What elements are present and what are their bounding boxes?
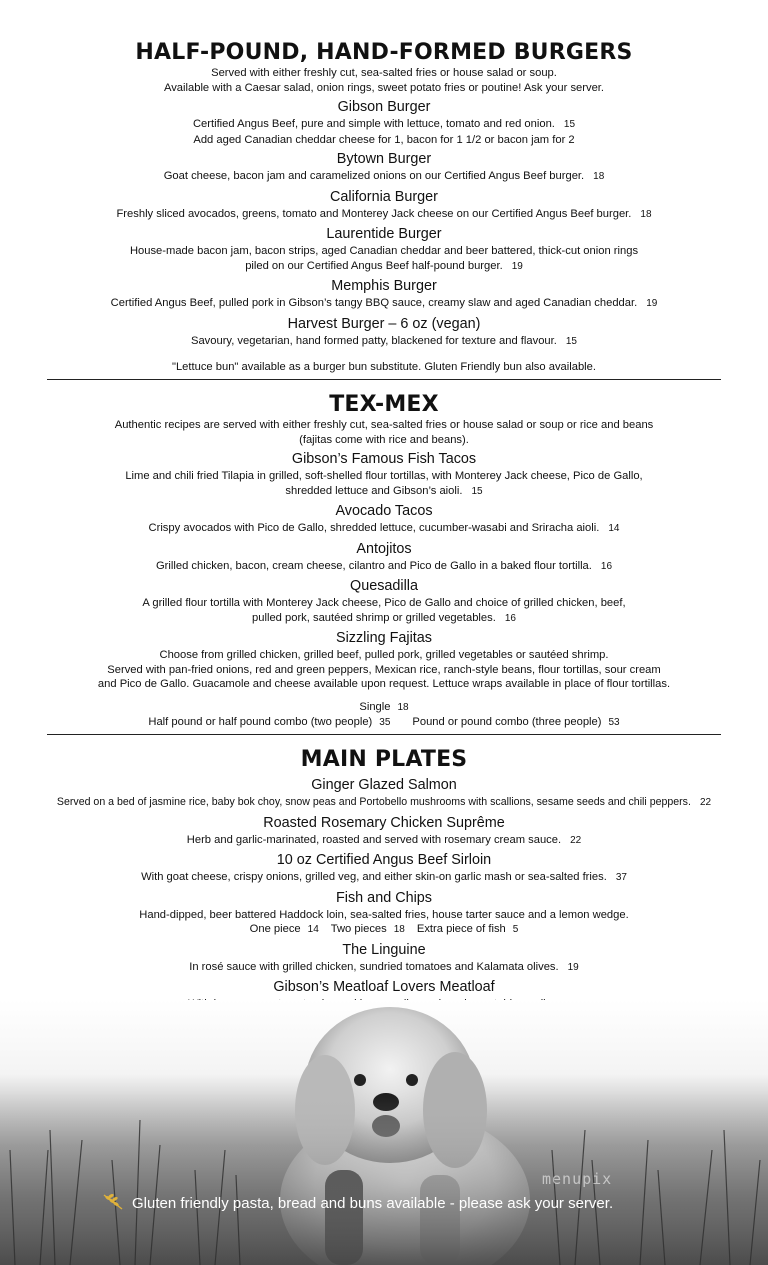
menu-item-fajitas	[0, 629, 768, 731]
option-price: 5	[512, 924, 519, 935]
option-price: 14	[307, 924, 319, 935]
option-label: Half pound or half pound combo (two people)	[148, 716, 373, 728]
texmex-section	[0, 392, 768, 731]
menu-item	[0, 502, 768, 537]
price-option	[0, 922, 768, 938]
item-description: Hand-dipped, beer battered Haddock loin, sea-salted fries, house tarter sauce and a lemon wedge.	[139, 908, 629, 921]
option-label: Single	[359, 700, 391, 713]
item-price: 18	[640, 208, 652, 220]
option-label: Two pieces	[330, 923, 387, 935]
item-price: 15	[565, 335, 577, 347]
item-name: Laurentide Burger	[326, 226, 442, 242]
item-price: 18	[593, 171, 605, 182]
item-price: 19	[511, 260, 523, 272]
item-name: Gibson’s Famous Fish Tacos	[291, 451, 477, 467]
item-description: Choose from grilled chicken, grilled beef, pulled pork, grilled vegetables or sautéed shrimp.	[159, 649, 609, 661]
item-description: and Pico de Gallo. Guacamole and cheese available upon request. Lettuce wraps available in place of flour tortillas.	[97, 678, 671, 690]
item-description: Certified Angus Beef, pure and simple with lettuce, tomato and red onion.	[192, 118, 555, 130]
item-description: Savoury, vegetarian, hand formed patty, blackened for texture and flavour.	[190, 334, 557, 347]
item-price: 19	[646, 298, 658, 309]
option-price: 35	[379, 717, 391, 728]
item-description: Crispy avocados with Pico de Gallo, shredded lettuce, cucumber-wasabi and Sriracha aioli.	[148, 522, 600, 534]
item-name: Memphis Burger	[331, 278, 437, 294]
section-title: MAIN PLATES	[300, 747, 468, 772]
menu-item	[0, 150, 768, 185]
item-description: Served with pan-fried onions, red and green peppers, Mexican rice, ranch-style beans, flour tortillas, sour cream	[107, 663, 661, 676]
item-name: Gibson Burger	[337, 99, 431, 115]
item-description: House-made bacon jam, bacon strips, aged Canadian cheddar and beer battered, thick-cut onion rings	[129, 245, 639, 257]
item-name: Quesadilla	[350, 578, 418, 594]
item-description: A grilled flour tortilla with Monterey Jack cheese, Pico de Gallo and choice of grilled chicken, beef,	[142, 597, 626, 609]
section-note: "Lettuce bun" available as a burger bun substitute. Gluten Friendly bun also available.	[171, 361, 596, 373]
price-option	[0, 715, 768, 731]
footer-note	[102, 1193, 613, 1217]
watermark: menupix	[542, 1170, 613, 1188]
item-name: Avocado Tacos	[335, 503, 433, 519]
section-title: TEX-MEX	[329, 392, 439, 417]
menu-item	[0, 851, 768, 886]
item-description: Grilled chicken, bacon, cream cheese, cilantro and Pico de Gallo in a baked flour tortilla.	[155, 559, 592, 572]
item-price: 37	[615, 872, 627, 883]
item-price: 19	[567, 961, 579, 973]
item-name: Ginger Glazed Salmon	[311, 777, 457, 793]
item-name: Gibson’s Meatloaf Lovers Meatloaf	[273, 979, 495, 995]
item-name: Sizzling Fajitas	[336, 630, 432, 646]
section-intro: Authentic recipes are served with either freshly cut, sea-salted fries or house salad or soup or rice and beans	[114, 419, 654, 431]
menu-item	[0, 188, 768, 223]
section-divider	[47, 379, 721, 380]
item-name: Harvest Burger – 6 oz (vegan)	[287, 315, 481, 332]
item-description: Freshly sliced avocados, greens, tomato and Monterey Jack cheese on our Certified Angus Beef burger.	[116, 207, 632, 220]
mains-section	[0, 747, 768, 1013]
option-label: One piece	[249, 923, 301, 935]
option-label: Extra piece of fish	[416, 923, 506, 935]
menu-item	[0, 450, 768, 499]
option-label: Pound or pound combo (three people)	[412, 716, 602, 728]
footer-text: Gluten friendly pasta, bread and buns available - please ask your server.	[132, 1195, 614, 1212]
item-price: 15	[471, 485, 483, 497]
item-price: 15	[563, 119, 576, 130]
menu-item	[0, 277, 768, 312]
menu-item	[0, 98, 768, 147]
item-description: Add aged Canadian cheddar cheese for 1, bacon for 1 1/2 or bacon jam for 2	[193, 133, 575, 146]
item-description: Certified Angus Beef, pulled pork in Gibson’s tangy BBQ sauce, creamy slaw and aged Canadian cheddar.	[110, 297, 638, 309]
item-description: shredded lettuce and Gibson’s aioli.	[285, 484, 463, 497]
section-intro: Available with a Caesar salad, onion rings, sweet potato fries or poutine! Ask your server.	[163, 81, 605, 94]
item-description: With goat cheese, crispy onions, grilled veg, and either skin-on garlic mash or sea-salted fries.	[141, 871, 607, 883]
item-name: Antojitos	[356, 540, 412, 557]
item-description: piled on our Certified Angus Beef half-pound burger.	[245, 259, 503, 272]
price-option	[0, 700, 768, 716]
item-name: 10 oz Certified Angus Beef Sirloin	[276, 852, 492, 868]
item-price: 22	[699, 797, 712, 808]
option-price: 18	[397, 701, 409, 713]
section-divider	[47, 734, 721, 735]
menu-item-fish	[0, 889, 768, 938]
item-description: pulled pork, sautéed shrimp or grilled vegetables.	[252, 611, 496, 624]
item-description: Served on a bed of jasmine rice, baby bok choy, snow peas and Portobello mushrooms with scallions, sesame seeds and chili peppers.	[56, 796, 691, 808]
menu-item	[0, 814, 768, 849]
item-name: Bytown Burger	[336, 151, 432, 167]
section-title: HALF-POUND, HAND-FORMED BURGERS	[135, 40, 633, 65]
item-name: Fish and Chips	[336, 889, 432, 906]
section-intro: Served with either freshly cut, sea-salted fries or house salad or soup.	[211, 67, 557, 79]
item-price: 16	[600, 560, 613, 572]
item-name: Roasted Rosemary Chicken Suprême	[263, 814, 505, 831]
item-description: In rosé sauce with grilled chicken, sundried tomatoes and Kalamata olives.	[189, 960, 559, 973]
option-price: 18	[393, 924, 405, 935]
option-price: 53	[608, 717, 620, 728]
menu-item	[0, 776, 768, 811]
menu-item	[0, 540, 768, 575]
item-price: 22	[570, 834, 582, 846]
menu-item	[0, 941, 768, 976]
item-name: California Burger	[330, 188, 438, 205]
item-description: Goat cheese, bacon jam and caramelized onions on our Certified Angus Beef burger.	[163, 170, 585, 182]
item-name: The Linguine	[342, 941, 426, 958]
menu-item	[0, 225, 768, 274]
dog-illustration	[0, 1000, 768, 1265]
item-price: 14	[608, 523, 620, 534]
section-intro: (fajitas come with rice and beans).	[299, 433, 469, 446]
menu-item	[0, 577, 768, 626]
burgers-section	[0, 40, 768, 374]
menu-item	[0, 315, 768, 350]
wheat-icon	[102, 1193, 124, 1217]
item-price: 16	[504, 612, 516, 624]
dog-photo	[0, 1000, 768, 1265]
item-description: Lime and chili fried Tilapia in grilled, soft-shelled flour tortillas, with Monterey Jack cheese, Pico de Gallo,	[125, 470, 643, 482]
item-description: Herb and garlic-marinated, roasted and served with rosemary cream sauce.	[186, 833, 562, 846]
